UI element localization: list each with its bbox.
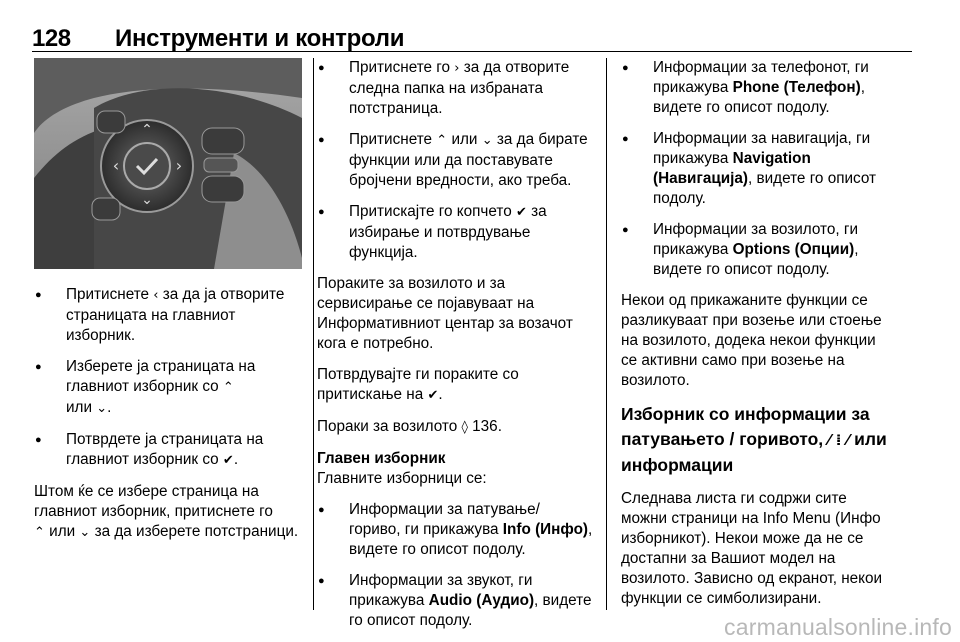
column-3 — [621, 58, 889, 620]
paragraph: Следнава листа ги содржи сите можни страници на Info Menu (Инфо изборникот). Некои може да не се достапни за Вашиот модел на возилото. Зависно од екранот, некои функции се симболизирани. — [621, 490, 883, 607]
paragraph: Пораки за возилото ◊ 136. — [317, 418, 502, 435]
checkmark-icon: ✔ — [516, 205, 527, 220]
chevron-up-icon: ⌃ — [34, 525, 45, 540]
trip-fuel-icon: ⁄ ⁞ ⁄ — [828, 431, 850, 449]
svg-text:⌃: ⌃ — [141, 122, 153, 138]
chevron-right-icon: › — [454, 61, 460, 76]
column-1 — [34, 58, 302, 554]
svg-text:›: › — [175, 156, 183, 175]
list-item: ● Изберете ја страницата на главниот изборник со ⌃ или ⌄. — [34, 357, 302, 419]
list-item: ● Информации за возилото, ги прикажува Options (Опции), видете го описот подолу. — [621, 220, 889, 280]
chevron-down-icon: ⌄ — [96, 401, 108, 416]
svg-text:⌄: ⌄ — [141, 192, 153, 208]
list-item: ● Притискајте го копчето ✔ за избирање и потврдување функција. — [317, 202, 595, 263]
subheading: Главен изборник — [317, 450, 446, 467]
chevron-down-icon: ⌄ — [79, 525, 91, 540]
chevron-left-icon: ‹ — [153, 288, 159, 303]
list-item: ● Притиснете ⌃ или ⌄ за да бирате функции или да поставувате бројчени вредности, ако треба. — [317, 130, 595, 191]
list-item: ● Информации за звукот, ги прикажува Audio (Аудио), видете го описот подолу. — [317, 571, 595, 631]
checkmark-icon: ✔ — [427, 388, 439, 403]
header-rule — [32, 51, 912, 52]
section-heading: Изборник со информации за патувањето / горивото, ⁄ ⁞ ⁄ или информации — [621, 404, 887, 475]
list-item: ● Притиснете ‹ за да ја отворите страницата на главниот изборник. — [34, 285, 302, 346]
column-2 — [317, 58, 595, 642]
column-divider-1 — [313, 58, 314, 610]
paragraph: Потврдувајте ги пораките со притискање на ✔. — [317, 366, 519, 403]
watermark: carmanualsonline.info — [724, 614, 952, 640]
steering-wheel-controls-photo — [34, 58, 302, 269]
page-reference-icon: ◊ — [461, 420, 468, 435]
list-item: ● Притиснете го › за да отворите следна папка на избраната потстраница. — [317, 58, 595, 119]
paragraph: Некои од прикажаните функции се разликуваат при возење или стоење на возилото, додека некои функции се активни само при возење на возилото. — [621, 292, 882, 389]
list-item: ● Потврдете ја страницата на главниот изборник со ✔. — [34, 430, 302, 471]
page-number: 128 — [32, 25, 71, 52]
column-divider-2 — [606, 58, 607, 610]
list-item: ● Информации за патување/ гориво, ги прикажува Info (Инфо), видете го описот подолу. — [317, 500, 595, 560]
svg-text:‹: ‹ — [112, 156, 120, 175]
paragraph: Пораките за возилото и за сервисирање се појавуваат на Информативниот центар за возачот кога е потребно. — [317, 275, 573, 352]
chevron-down-icon: ⌄ — [481, 133, 493, 148]
list-item: ● Информации за телефонот, ги прикажува Phone (Телефон), видете го описот подолу. — [621, 58, 889, 118]
list-item: ● Информации за навигација, ги прикажува Navigation (Навигација), видете го описот подолу. — [621, 129, 889, 209]
paragraph: Штом ќе се избере страница на главниот изборник, притиснете го ⌃ или ⌄ за да изберете потстраници. — [34, 483, 299, 540]
page-title: Инструменти и контроли — [115, 25, 405, 52]
chevron-up-icon: ⌃ — [222, 380, 234, 395]
chevron-up-icon: ⌃ — [436, 133, 448, 148]
paragraph: Главните изборници се: — [317, 470, 487, 487]
checkmark-icon: ✔ — [222, 453, 234, 468]
